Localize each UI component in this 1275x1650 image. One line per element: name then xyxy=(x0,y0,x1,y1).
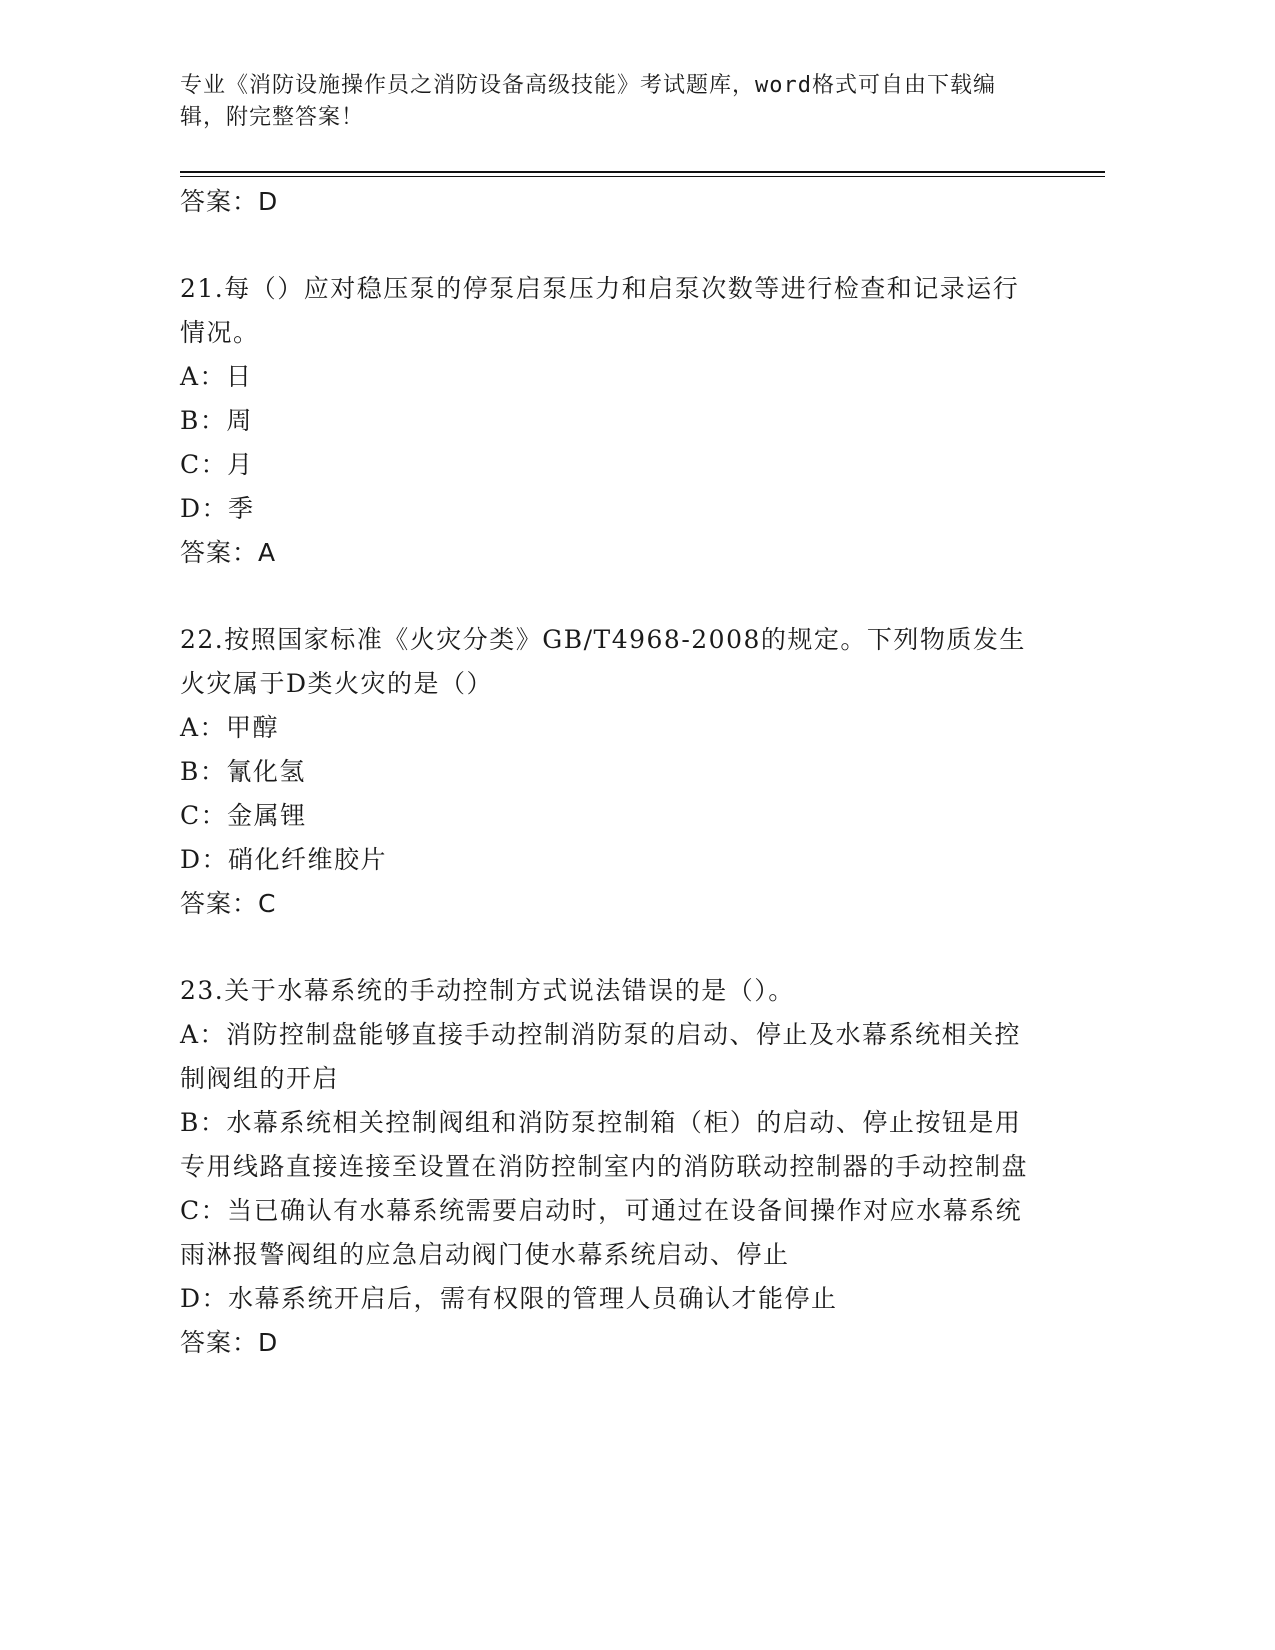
option-c: C：当已确认有水幕系统需要启动时，可通过在设备间操作对应水幕系统雨淋报警阀组的应急启动阀门使水幕系统启动、停止 xyxy=(180,1196,1023,1269)
question-block xyxy=(180,969,1040,1365)
answer-line: 答案：D xyxy=(180,187,279,216)
option-b: B：水幕系统相关控制阀组和消防泵控制箱（柜）的启动、停止按钮是用专用线路直接连接至设置在消防控制室内的消防联动控制器的手动控制盘 xyxy=(180,1108,1029,1181)
option-c: C：月 xyxy=(180,450,254,479)
answer-line: 答案：A xyxy=(180,538,277,567)
option-c: C：金属锂 xyxy=(180,801,307,830)
option-d: D：硝化纤维胶片 xyxy=(180,845,388,874)
question-stem: 23.关于水幕系统的手动控制方式说法错误的是（）。 xyxy=(180,976,795,1005)
question-stem: 21.每（）应对稳压泵的停泵启泵压力和启泵次数等进行检查和记录运行情况。 xyxy=(180,274,1020,347)
question-list xyxy=(180,180,1040,1365)
question-stem: 22.按照国家标准《火灾分类》GB/T4968-2008的规定。下列物质发生火灾属于D类火灾的是（） xyxy=(180,625,1026,698)
header-rule-thin xyxy=(180,176,1105,177)
option-d: D：水幕系统开启后，需有权限的管理人员确认才能停止 xyxy=(180,1284,838,1313)
header-rule-thick xyxy=(180,171,1105,173)
document-header: 专业《消防设施操作员之消防设备高级技能》考试题库，word格式可自由下载编辑，附完整答案！ xyxy=(180,73,996,130)
option-d: D：季 xyxy=(180,494,255,523)
question-block xyxy=(180,267,1040,575)
answer-line: 答案：C xyxy=(180,889,277,918)
option-b: B：氰化氢 xyxy=(180,757,306,786)
question-block xyxy=(180,618,1040,926)
option-a: A：日 xyxy=(180,362,253,391)
option-a: A：消防控制盘能够直接手动控制消防泵的启动、停止及水幕系统相关控制阀组的开启 xyxy=(180,1020,1022,1093)
option-b: B：周 xyxy=(180,406,253,435)
answer-line: 答案：D xyxy=(180,1328,279,1357)
option-a: A：甲醇 xyxy=(180,713,280,742)
